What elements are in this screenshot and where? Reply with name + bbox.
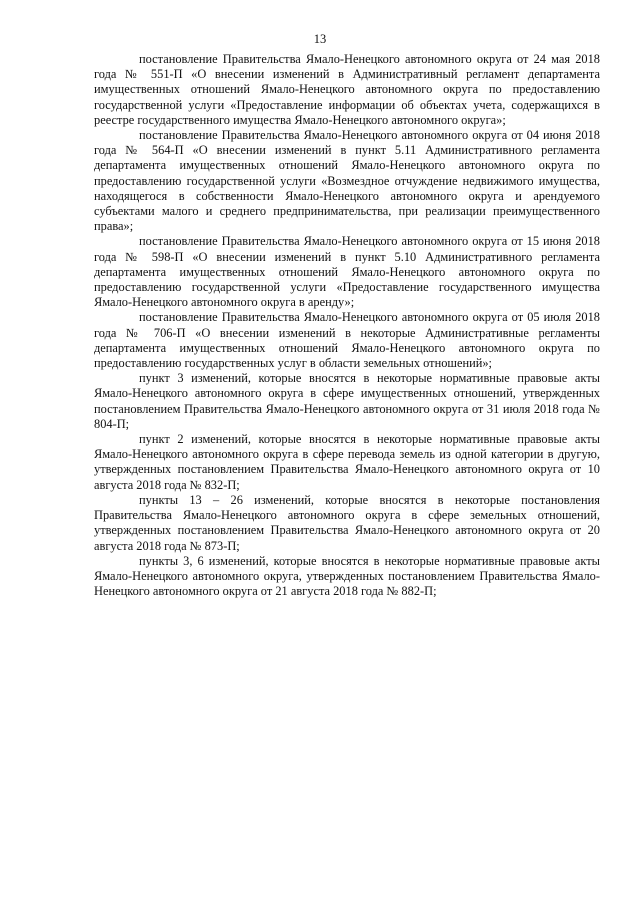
document-body [94, 52, 600, 599]
paragraph-decree-564: постановление Правительства Ямало-Ненецкого автономного округа от 04 июня 2018 года № 564-П «О внесении изменений в пункт 5.11 Административного регламента департамента имущественных отношений Ямало-Ненецкого автономного округа по предоставлению государственной услуги «Возмездное отчуждение недвижимого имущества, находящегося в собственности Ямало-Ненецкого автономного округа и арендуемого субъектами малого и среднего предпринимательства, при реализации преимущественного права»; [94, 128, 600, 234]
paragraph-decree-882: пункты 3, 6 изменений, которые вносятся в некоторые нормативные правовые акты Ямало-Ненецкого автономного округа, утвержденных постановлением Правительства Ямало-Ненецкого автономного округа от 21 августа 2018 года № 882-П; [94, 553, 600, 599]
paragraph-decree-804: пункт 3 изменений, которые вносятся в некоторые нормативные правовые акты Ямало-Ненецкого автономного округа в сфере имущественных отношений, утвержденных постановлением Правительства Ямало-Ненецкого автономного округа от 31 июля 2018 года № 804-П; [94, 371, 600, 431]
paragraph-decree-832: пункт 2 изменений, которые вносятся в некоторые нормативные правовые акты Ямало-Ненецкого автономного округа в сфере перевода земель из одной категории в другую, утвержденных постановлением Правительства Ямало-Ненецкого автономного округа от 10 августа 2018 года № 832-П; [94, 432, 600, 492]
paragraph-decree-706: постановление Правительства Ямало-Ненецкого автономного округа от 05 июля 2018 года № 706-П «О внесении изменений в некоторые Административные регламенты департамента имущественных отношений Ямало-Ненецкого автономного округа по предоставлению государственных услуг в области земельных отношений»; [94, 310, 600, 371]
paragraph-decree-598: постановление Правительства Ямало-Ненецкого автономного округа от 15 июня 2018 года № 598-П «О внесении изменений в пункт 5.10 Административного регламента департамента имущественных отношений Ямало-Ненецкого автономного округа по предоставлению государственной услуги «Предоставление государственного имущества Ямало-Ненецкого автономного округа в аренду»; [94, 234, 600, 310]
paragraph-decree-873: пункты 13 – 26 изменений, которые вносятся в некоторые постановления Правительства Ямало-Ненецкого автономного округа в сфере земельных отношений, утвержденных постановлением Правительства Ямало-Ненецкого автономного округа от 20 августа 2018 года № 873-П; [94, 492, 600, 553]
paragraph-decree-551: постановление Правительства Ямало-Ненецкого автономного округа от 24 мая 2018 года № 551-П «О внесении изменений в Административный регламент департамента имущественных отношений Ямало-Ненецкого автономного округа по предоставлению государственной услуги «Предоставление информации об объектах учета, содержащихся в реестре государственного имущества Ямало-Ненецкого автономного округа»; [94, 52, 600, 127]
page-number: 13 [313, 32, 327, 46]
